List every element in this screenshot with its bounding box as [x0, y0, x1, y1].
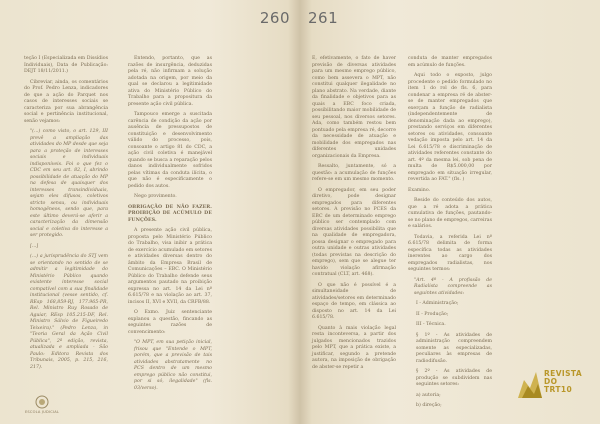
paragraph: Ressalto, juntamente, só a questão: a acumulação de funções refere-se em um mesmo momento. [312, 164, 396, 182]
right-page-column-1 [312, 56, 396, 375]
page-number-right: 261 [308, 9, 339, 27]
paragraph: Entendo, portanto, que as razões de insurgência, deduzidas pela ré, não infirmam a solução adotada na origem, por meio da qual se declarou a legitimidade ativa do Ministério Público do Trabalho para a propositura da presente ação civil pública. [128, 56, 212, 107]
paragraph: (...) a jurisprudência do STJ vem se orientando no sentido de se admitir a legitimidade do Ministério Público quando existente interesse social compatível com a sua finalidade institucional (vesse sentido, cf. REsp 168,859-RJ, 177.965-PR, Rel. Ministro Ruy Rosado de Aguiar, REsp 105.215-DF, Rel. Ministro Sálvio de Figueiredo Teixeira)." (Pedro Lenza, in "Teoria Geral da Ação Civil Pública", 2ª edição, revista, atualizada e ampliada - São Paulo: Editora Revista dos Tribunais, 2005, p. 215, 216, 217). [30, 254, 108, 370]
paragraph: E, efetivamente, o fato de haver previsão de diversas atividades para um mesmo emprego público, como bem assevera o MPT, não constitui qualquer ilegalidade no plano abstrato. Na verdade, diante da finalidade e objetivos para as quais a EBC foco criada, possibilitando maior mobilidade de seu pessoal, nos diversos setores. Ada, como também restou bem pontuado pela empresa ré, decorre da necessidade de atuação e mobilidade dos empregados nas diferentes unidades organizacionais da Empresa. [312, 56, 396, 159]
paragraph: Todavia, a referida Lei nº 6.615/78 delimita de forma específica todas as atividades inerentes ao cargo dos empregados radialistas, nos seguintes termos: [408, 234, 492, 272]
escola-judicial-emblem-icon [35, 395, 49, 409]
paragraph: "(...) como visto, o art. 129, III prevê a ampliação das atividades do MP desde que seja para a proteção de interesses sociais e individuais indisponíveis. Foi o que fez o CDC em seu art. 82, I, abrindo possibilidade de atuação do MP na defesa de quaisquer dos interesses transindividuais, sejam eles difusos, coletivos stricto sensu, ou individuais homogêneos, sendo que, para este último deverá-se aferir a caracterização da dimensão social e coletiva do interesse a ser protegido. [30, 129, 108, 238]
paragraph: a) autoria; [416, 392, 441, 398]
paragraph: Nego provimento. [134, 194, 177, 199]
left-page-column-2 [128, 56, 212, 396]
paragraph: Cibreviar, ainda, os comentários do Prof. Pedro Lenza, indicadores de que a ação do Parquet nos casos de interesses sociais se caracteriza por sua abrangência social e pertinência institucional, senão vejamos: [24, 79, 108, 124]
paragraph: conduta de manter empregados em acúmulo de funções. [408, 56, 492, 68]
paragraph: § 2º - As atividades de produção se subdividem nas seguintes setores: [416, 369, 492, 387]
paragraph: III - Técnica. [416, 322, 446, 327]
page-number-left: 260 [259, 9, 290, 27]
paragraph: [...] [30, 243, 39, 249]
paragraph: O empregador, em seu poder diretivo, pode designar empregados para diferentes setores. A previsão no PCES da EBC de um determinado emprego público ser contemplado com diversas atividades possibilita que na qualidade de empregadora, possa designar o empregado para outra unidade e outras atividades (todas previstas na descrição do emprego), sem que se alegue ter havido violação afirmação contratual (CLT, art. 468). [312, 187, 396, 277]
right-page-column-2 [408, 56, 492, 414]
paragraph: O que não é possível é a simultaneidade de atividades/setores em determinado espaço de tempo, em clássica ao disposto no art. 14 da Lei 6.615/78. [312, 282, 396, 320]
paragraph: A presente ação civil pública, proposta pelo Ministério Público do Trabalho, visa inibir a prática de exercício acumulado em setores e atividades diversas dentro do âmbito da Empresa Brasil de Comunicações – EBC. O Ministério Público do Trabalho defende seus argumentos pautado na proibição expressa no art. 14 da Lei nº 6.615/78 e na violação ao art. 37, incisos II, XVI e XVII, da CRFB/88. [128, 228, 212, 305]
revista-trt10-logo [514, 358, 588, 408]
paragraph: "O MPT, em sua petição inicial, frisou que "Entende o MPT, porém, que a previsão de tais atividades abstratamente no PCS dentro de um mesmo emprego público não constitui, por si só, ilegalidade" (fls. 03/verso). [134, 340, 212, 391]
paragraph: Examino. [408, 187, 431, 193]
paragraph: Reside do conteúdo dos autos, que a ré adota a prática cumulativa de funções, pautando-se no plano de empregos, carreiras e salários. [408, 198, 492, 229]
left-page-column-1 [24, 56, 108, 375]
paragraph: b) direção; [416, 403, 442, 408]
paragraph: I - Administração; [416, 301, 459, 306]
paragraph: Quanto à mais violação legal resta inconteversa, a partir dos julgados mencionados trazidos pelo MPT, que a prática existe, a justificar, segundo a pretende autora, na imposição de obrigação de abster-se repetir a [312, 325, 396, 370]
paragraph: "Art. 4º - A profissão de Radialista compreende as seguintes atividades: [414, 277, 492, 296]
right-page [300, 0, 600, 424]
paragraph: II - Produção; [416, 311, 449, 317]
revista-trt10-title [544, 370, 588, 394]
escola-judicial-logo [22, 395, 62, 414]
revista-word: REVISTA [544, 369, 583, 378]
escola-judicial-caption: ESCOLA JUDICIAL [24, 410, 60, 414]
paragraph: Aqui todo o exposto, julgo procedente o pedido formulado no item 1 do rol de fls. 6, para condenar a empresa ré de abster-se de manter empregados que exerçam a função de radialista (independentemente de denominação dada ao emprego), prestando serviços em diferentes setores ou atividades, consoante vedação imposta pelo art. 14 da Lei 6.615/78 e discriminação de atividades referentes constante do art. 4º da mesma lei, sob pena de multa de R$5.000,00 por empregado em situação irregular, revertida ao FAT." (fls. ) [408, 73, 492, 182]
revista-trt10-emblem-icon [514, 358, 544, 402]
trt10-word: DO TRT10 [544, 377, 573, 394]
paragraph: OBRIGAÇÃO DE NÃO FAZER. PROIBIÇÃO DE ACÚMULO DE FUNÇÕES. [128, 204, 212, 223]
paragraph: teção I (Especializada em Dissídios Individuais), Data de Publicação: DEJT 18/11/2011.) [24, 56, 108, 74]
paragraph: Tampouco emerge a suscitada carência de condição da ação por ausência de pressupostos de constituição e desenvolvimento válido do processo, pois, consoante o artigo 81 do CDC, a ação civil coletiva é manejável quando se busca a reparação pelos danos individualmente sofridos pelas vítimas da conduta ilícita, o que não é especificamente o pedido dos autos. [128, 112, 212, 189]
paragraph: § 1º - As atividades de administração compreendem somente as especializadas, peculiares às empresas de radiodifusão. [416, 332, 492, 364]
paragraph: O Exmo. Juiz sentenciante explanou a questão, fincando as seguintes razões de convencimento: [128, 310, 212, 335]
